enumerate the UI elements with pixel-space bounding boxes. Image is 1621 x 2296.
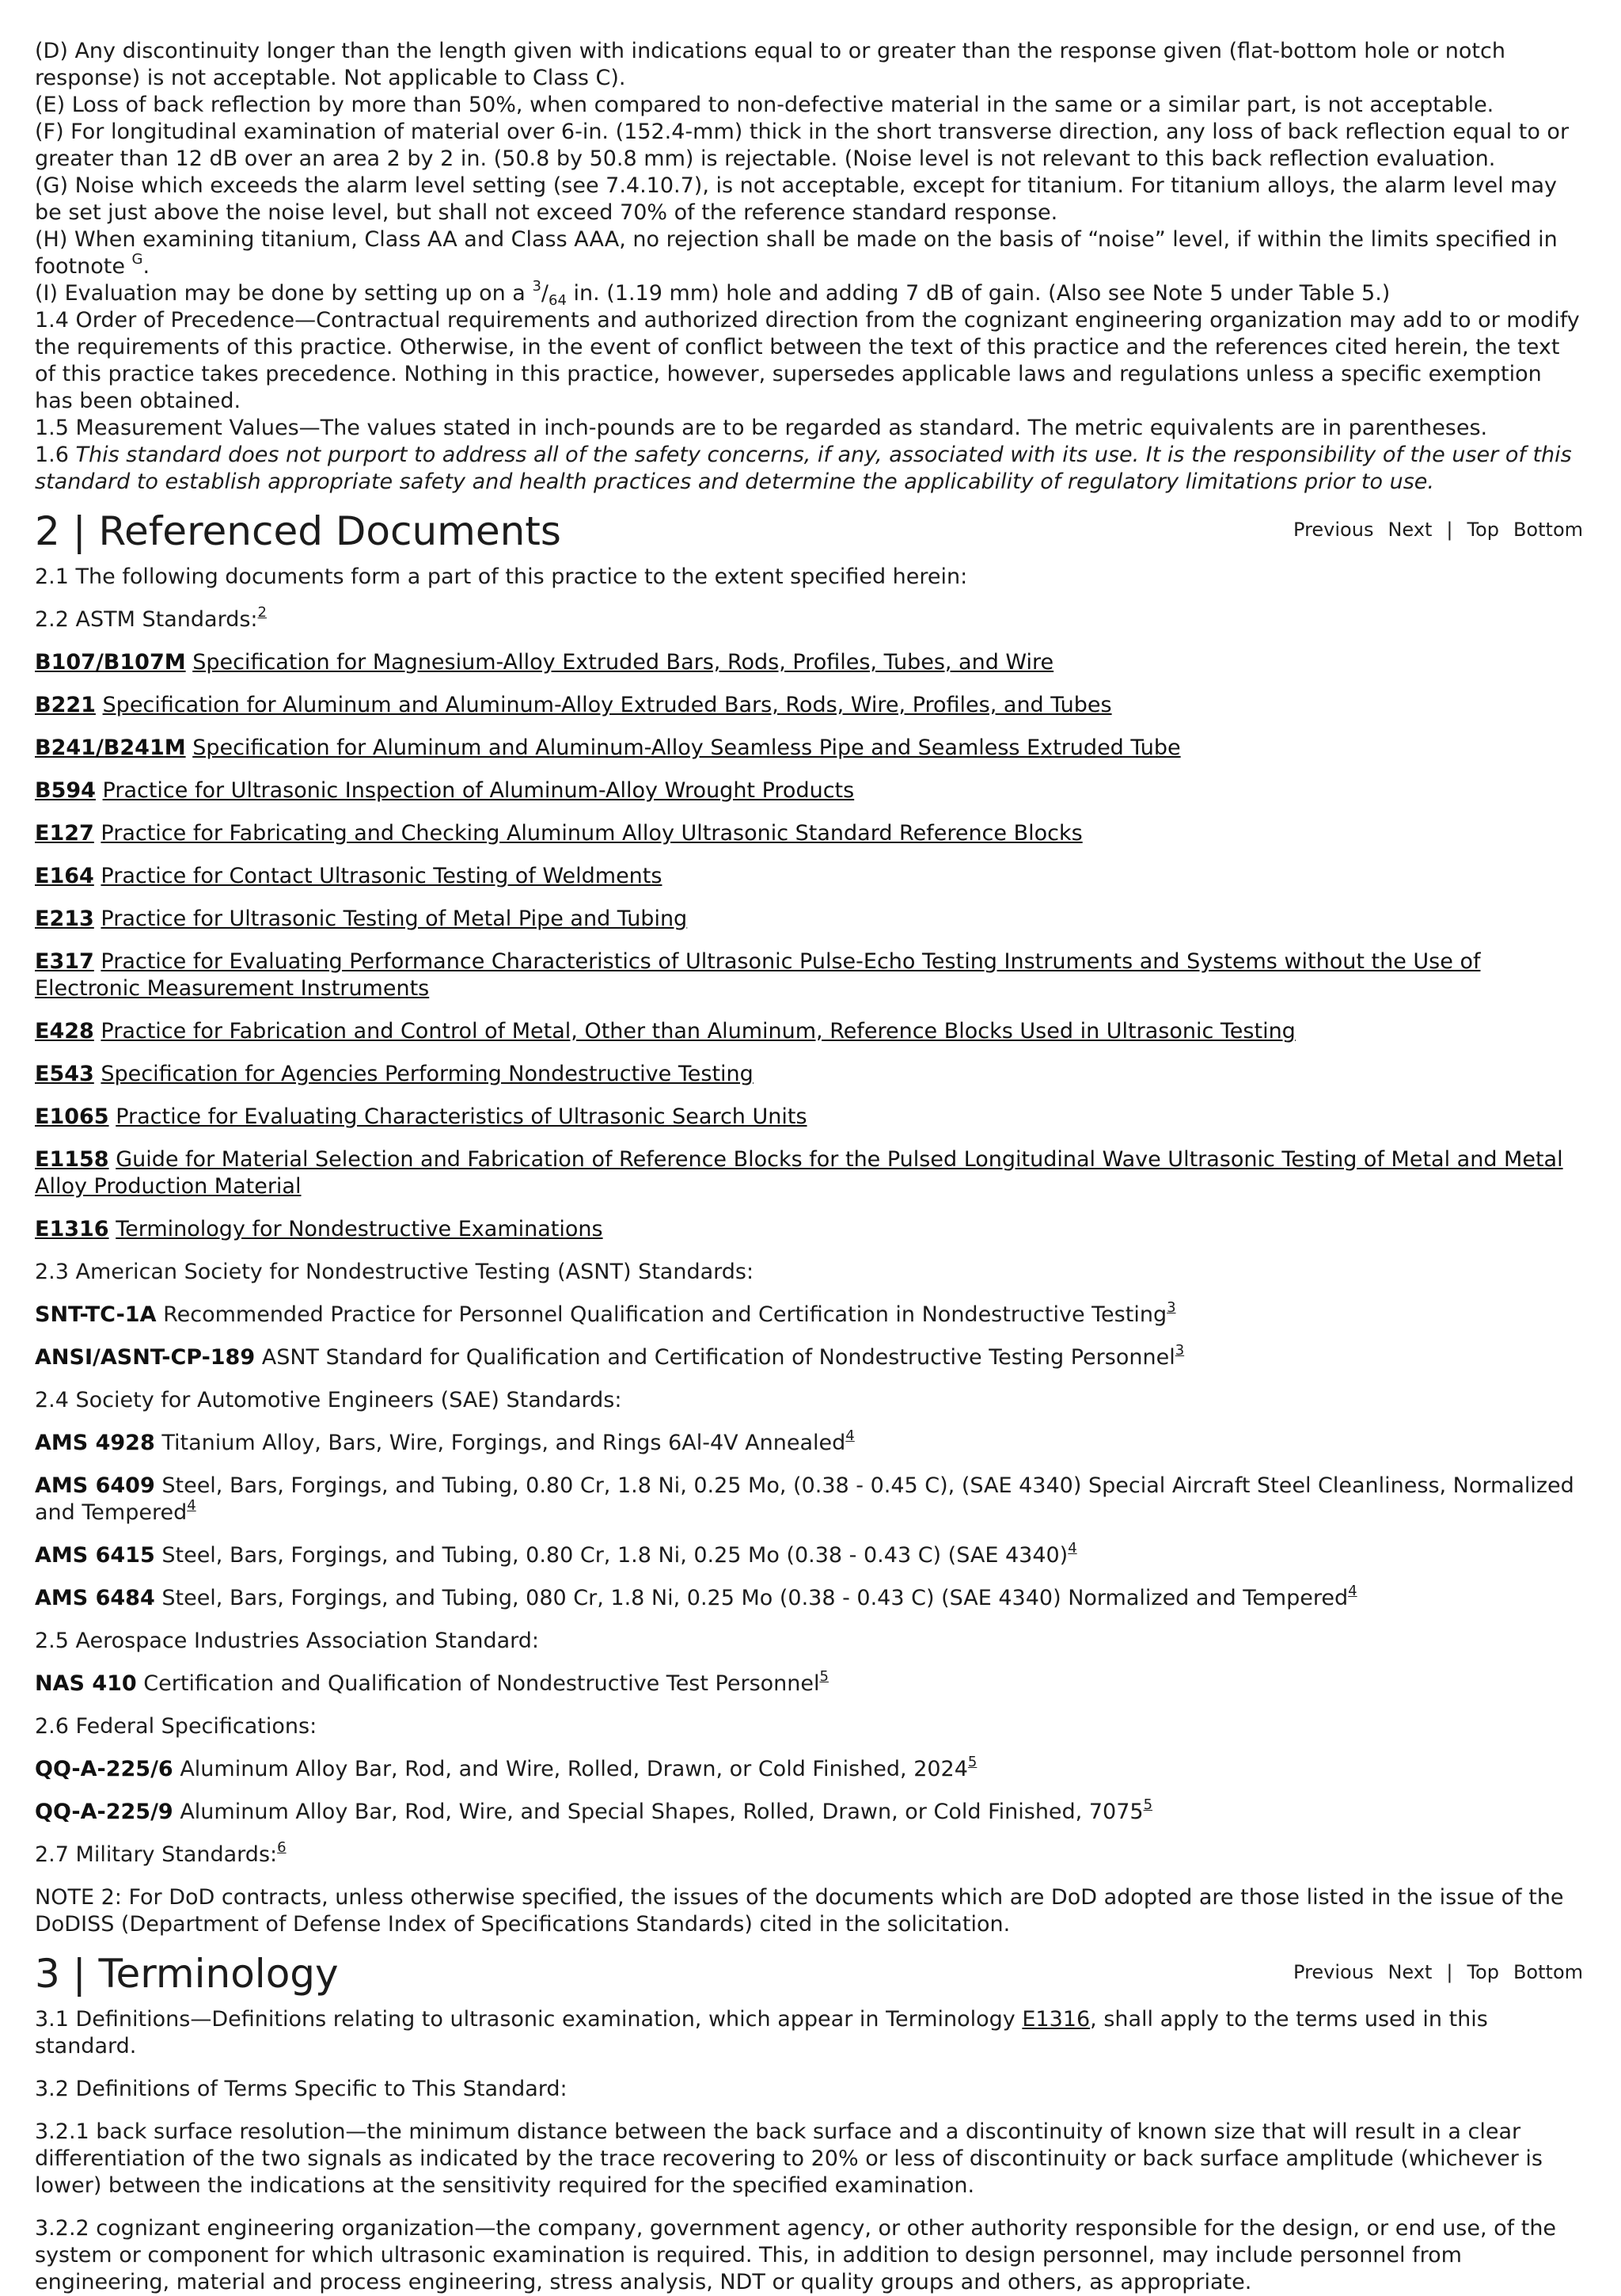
para-2-1: 2.1 The following documents form a part of this practice to the extent specified herein: [35, 564, 968, 589]
standard-item [35, 1299, 1583, 1329]
standard-item [35, 1585, 1583, 1612]
standard-code: AMS 6484 [35, 1586, 155, 1610]
standard-code: QQ-A-225/6 [35, 1757, 173, 1781]
reference-title-link[interactable]: Practice for Evaluating Performance Characteristics of Ultrasonic Pulse-Echo Testing Instruments and Systems without the Use of Electronic Measurement Instruments [35, 949, 1481, 1001]
footnote-link[interactable]: 4 [187, 1497, 196, 1514]
reference-item [35, 906, 1583, 933]
standard-code: AMS 6415 [35, 1543, 155, 1568]
reference-code-link[interactable]: B594 [35, 778, 96, 803]
para-3-1 [35, 2006, 1583, 2060]
para-2-7-text: 2.7 Military Standards: [35, 1842, 278, 1867]
nav-next-link[interactable]: Next [1388, 519, 1433, 541]
footnote-link[interactable]: 5 [819, 1668, 829, 1685]
standard-item [35, 1473, 1583, 1526]
standard-title: Steel, Bars, Forgings, and Tubing, 080 Cr, 1.8 Ni, 0.25 Mo (0.38 - 0.43 C) (SAE 4340) Normalized and Tempered [161, 1586, 1349, 1610]
reference-code-link[interactable]: E428 [35, 1019, 94, 1043]
standard-title: Steel, Bars, Forgings, and Tubing, 0.80 Cr, 1.8 Ni, 0.25 Mo (0.38 - 0.43 C) (SAE 4340) [161, 1543, 1069, 1568]
note-d: (D) Any discontinuity longer than the length given with indications equal to or greater than the response given (flat-bottom hole or notch response) is not acceptable. Not applicable to Class C). [35, 39, 1505, 90]
note-2: NOTE 2: For DoD contracts, unless otherwise specified, the issues of the documents which are DoD adopted are those listed in the issue of the DoDISS (Department of Defense Index of Specifications Standards) cited in the solicitation. [35, 1885, 1564, 1937]
note-h-text: (H) When examining titanium, Class AA and Class AAA, no rejection shall be made on the basis of “noise” level, if within the limits specified in footnote [35, 227, 1558, 279]
section-2-header [35, 507, 1583, 556]
note-f: (F) For longitudinal examination of material over 6-in. (152.4-mm) thick in the short transverse direction, any loss of back reflection equal to or greater than 12 dB over an area 2 by 2 in. (50.8 by 50.8 mm) is rejectable. (Noise level is not relevant to this back reflection evaluation. [35, 120, 1570, 171]
para-2-3: 2.3 American Society for Nondestructive Testing (ASNT) Standards: [35, 1260, 754, 1284]
para-2-2-text: 2.2 ASTM Standards: [35, 607, 258, 632]
reference-title-link[interactable]: Specification for Aluminum and Aluminum-Alloy Seamless Pipe and Seamless Extruded Tube [192, 736, 1181, 760]
para-3-2: 3.2 Definitions of Terms Specific to This Standard: [35, 2077, 568, 2101]
standard-title: Aluminum Alloy Bar, Rod, and Wire, Rolled, Drawn, or Cold Finished, 2024 [180, 1757, 968, 1781]
note-g: (G) Noise which exceeds the alarm level setting (see 7.4.10.7), is not acceptable, except for titanium. For titanium alloys, the alarm level may be set just above the noise level, but shall not exceed 70% of the reference standard response. [35, 173, 1557, 225]
reference-code-link[interactable]: E543 [35, 1062, 94, 1086]
section-2-title: 2 | Referenced Documents [35, 508, 561, 554]
note-i-post: in. (1.19 mm) hole and adding 7 dB of gain. (Also see Note 5 under Table 5.) [566, 281, 1391, 306]
reference-title-link[interactable]: Specification for Aluminum and Aluminum-Alloy Extruded Bars, Rods, Wire, Profiles, and Tubes [102, 693, 1112, 717]
reference-code-link[interactable]: B241/B241M [35, 736, 186, 760]
reference-title-link[interactable]: Practice for Evaluating Characteristics of Ultrasonic Search Units [116, 1104, 807, 1129]
reference-code-link[interactable]: E213 [35, 907, 94, 931]
para-1-4: 1.4 Order of Precedence—Contractual requirements and authorized direction from the cognizant engineering organization may add to or modify the requirements of this practice. Otherwise, in the event of conflict between the text of this practice and the references cited herein, the text of this practice takes precedence. Nothing in this practice, however, supersedes applicable laws and regulations unless a specific exemption has been obtained. [35, 308, 1580, 413]
reference-item [35, 1216, 1583, 1243]
standard-item [35, 1344, 1583, 1371]
reference-item [35, 735, 1583, 762]
reference-item [35, 1018, 1583, 1045]
footnote-link[interactable]: 2 [257, 604, 267, 621]
fraction-numerator: 3 [532, 278, 541, 295]
reference-code-link[interactable]: E164 [35, 864, 94, 888]
standard-title: Certification and Qualification of Nondestructive Test Personnel [143, 1671, 820, 1696]
standard-title: Aluminum Alloy Bar, Rod, Wire, and Special Shapes, Rolled, Drawn, or Cold Finished, 7075 [180, 1800, 1144, 1824]
para-2-4: 2.4 Society for Automotive Engineers (SAE) Standards: [35, 1388, 622, 1412]
fraction-slash: / [541, 281, 549, 306]
footnote-link[interactable]: 3 [1175, 1342, 1185, 1359]
para-1-5: 1.5 Measurement Values—The values stated in inch-pounds are to be regarded as standard. The metric equivalents are in parentheses. [35, 416, 1488, 440]
astm-reference-list [35, 649, 1583, 1243]
reference-title-link[interactable]: Guide for Material Selection and Fabrication of Reference Blocks for the Pulsed Longitudinal Wave Ultrasonic Testing of Metal and Metal Alloy Production Material [35, 1147, 1563, 1199]
reference-title-link[interactable]: Practice for Ultrasonic Inspection of Aluminum-Alloy Wrought Products [102, 778, 855, 803]
para-1-6-text: This standard does not purport to address all of the safety concerns, if any, associated with its use. It is the responsibility of the user of this standard to establish appropriate safety and health practices and determine the applicability of regulatory limitations prior to use. [35, 443, 1572, 494]
footnote-link[interactable]: 5 [967, 1754, 978, 1770]
nav-separator: | [1446, 519, 1453, 541]
asnt-standards-list [35, 1299, 1583, 1371]
note-h-footnote-ref: G [131, 251, 143, 268]
para-1-6-number: 1.6 [35, 443, 76, 467]
sae-standards-list [35, 1427, 1583, 1612]
nav-bottom-link[interactable]: Bottom [1513, 519, 1583, 541]
standard-item [35, 1756, 1583, 1783]
nav-previous-link[interactable]: Previous [1293, 1961, 1374, 1983]
reference-item [35, 777, 1583, 804]
standard-code: AMS 4928 [35, 1431, 155, 1455]
nav-next-link[interactable]: Next [1388, 1961, 1433, 1983]
reference-item [35, 1146, 1583, 1200]
nav-top-link[interactable]: Top [1467, 519, 1499, 541]
note-i [35, 280, 1583, 307]
note-i-pre: (I) Evaluation may be done by setting up on a [35, 281, 533, 306]
reference-title-link[interactable]: Practice for Contact Ultrasonic Testing of Weldments [101, 864, 662, 888]
nav-bottom-link[interactable]: Bottom [1513, 1961, 1583, 1983]
reference-code-link[interactable]: E1065 [35, 1104, 109, 1129]
para-2-7 [35, 1839, 1583, 1868]
fraction-denominator: 64 [549, 292, 567, 309]
para-1-6 [35, 442, 1583, 496]
reference-item [35, 1061, 1583, 1088]
para-3-2-2: 3.2.2 cognizant engineering organization—the company, government agency, or other authority responsible for the design, or end use, of the system or component for which ultrasonic examination is required. This, in addition to design personnel, may include personnel from engineering, material and process engineering, stress analysis, NDT or quality groups and others, as appropriate. [35, 2216, 1557, 2294]
standard-item [35, 1796, 1583, 1826]
standard-item [35, 1668, 1583, 1697]
reference-item [35, 820, 1583, 847]
standard-code: QQ-A-225/9 [35, 1800, 173, 1824]
reference-code-link[interactable]: E1316 [35, 1217, 109, 1241]
footnote-link[interactable]: 6 [277, 1839, 287, 1856]
reference-title-link[interactable]: Specification for Magnesium-Alloy Extruded Bars, Rods, Profiles, Tubes, and Wire [192, 650, 1054, 675]
note-h-end: . [142, 254, 150, 279]
standard-item [35, 1427, 1583, 1457]
footnote-link[interactable]: 4 [1068, 1540, 1077, 1557]
note-h [35, 226, 1583, 280]
reference-code-link[interactable]: B107/B107M [35, 650, 186, 675]
standard-title: ASNT Standard for Qualification and Certification of Nondestructive Testing Personnel [261, 1345, 1175, 1370]
standard-title: Titanium Alloy, Bars, Wire, Forgings, and Rings 6Al-4V Annealed [161, 1431, 846, 1455]
nav-separator: | [1446, 1961, 1453, 1983]
standard-code: SNT-TC-1A [35, 1302, 157, 1327]
section-2-nav [1293, 507, 1583, 543]
para-2-2 [35, 606, 1583, 633]
nav-top-link[interactable]: Top [1467, 1961, 1499, 1983]
reference-title-link[interactable]: Practice for Fabricating and Checking Aluminum Alloy Ultrasonic Standard Reference Blocks [101, 821, 1083, 846]
footnote-link[interactable]: 4 [1348, 1583, 1357, 1599]
para-3-1-pre: 3.1 Definitions—Definitions relating to ultrasonic examination, which appear in Terminology [35, 2007, 1023, 2032]
federal-specs-list [35, 1756, 1583, 1826]
reference-code-link[interactable]: E127 [35, 821, 94, 846]
para-3-2-1: 3.2.1 back surface resolution—the minimum distance between the back surface and a discontinuity of known size that will result in a clear differentiation of the two signals as indicated by the trace recovering to 20% or less of discontinuity or back surface amplitude (whichever is lower) between the indications at the sensitivity required for the specified examination. [35, 2119, 1543, 2198]
reference-title-link[interactable]: Practice for Fabrication and Control of Metal, Other than Aluminum, Reference Blocks Used in Ultrasonic Testing [101, 1019, 1296, 1043]
table-footnotes [35, 38, 1583, 496]
reference-item [35, 692, 1583, 719]
para-3-1-post: , shall apply to the terms used in this standard. [35, 2007, 1488, 2058]
reference-item [35, 863, 1583, 890]
reference-item [35, 948, 1583, 1002]
aia-standards-list [35, 1668, 1583, 1697]
standard-item [35, 1542, 1583, 1569]
section-3-title: 3 | Terminology [35, 1951, 339, 1997]
reference-title-link[interactable]: Terminology for Nondestructive Examinations [116, 1217, 603, 1241]
standard-code: AMS 6409 [35, 1473, 155, 1498]
reference-item [35, 649, 1583, 676]
reference-title-link[interactable]: Practice for Ultrasonic Testing of Metal Pipe and Tubing [101, 907, 688, 931]
standard-code: NAS 410 [35, 1671, 137, 1696]
footnote-link[interactable]: 3 [1167, 1299, 1176, 1316]
footnote-link[interactable]: 5 [1143, 1796, 1153, 1813]
reference-title-link[interactable]: Specification for Agencies Performing Nondestructive Testing [101, 1062, 754, 1086]
para-2-5: 2.5 Aerospace Industries Association Standard: [35, 1629, 540, 1653]
standard-title: Steel, Bars, Forgings, and Tubing, 0.80 Cr, 1.8 Ni, 0.25 Mo, (0.38 - 0.45 C), (SAE 4340) Special Aircraft Steel Cleanliness, Normalized and Tempered [35, 1473, 1574, 1525]
standard-title: Recommended Practice for Personnel Qualification and Certification in Nondestructive Testing [163, 1302, 1167, 1327]
reference-item [35, 1104, 1583, 1131]
reference-code-link[interactable]: B221 [35, 693, 96, 717]
standard-code: ANSI/ASNT-CP-189 [35, 1345, 256, 1370]
nav-previous-link[interactable]: Previous [1293, 519, 1374, 541]
section-3-header [35, 1949, 1583, 1998]
reference-code-link[interactable]: E1158 [35, 1147, 109, 1172]
reference-code-link[interactable]: E317 [35, 949, 94, 974]
para-2-6: 2.6 Federal Specifications: [35, 1714, 317, 1739]
note-e: (E) Loss of back reflection by more than 50%, when compared to non-defective material in the same or a similar part, is not acceptable. [35, 93, 1494, 117]
e1316-link[interactable]: E1316 [1022, 2007, 1091, 2032]
footnote-link[interactable]: 4 [845, 1427, 855, 1444]
section-3-nav [1293, 1949, 1583, 1986]
